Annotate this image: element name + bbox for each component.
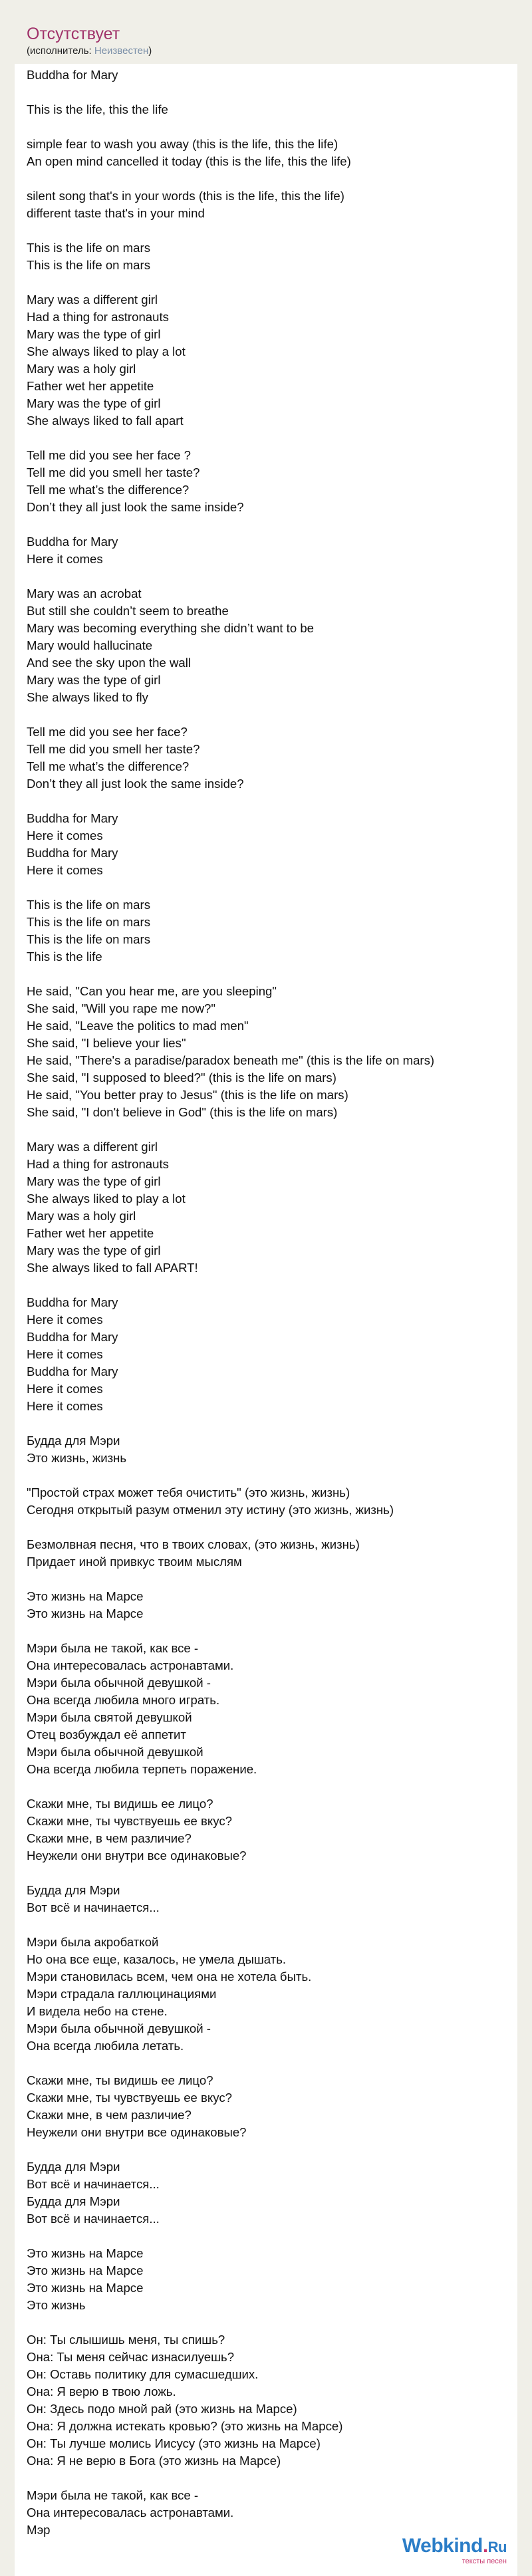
lyrics-panel: [15, 64, 517, 2576]
artist-prefix: (исполнитель:: [27, 45, 94, 57]
artist-link[interactable]: Неизвестен: [94, 45, 149, 57]
artist-suffix: ): [148, 45, 152, 57]
artist-line: [27, 45, 152, 57]
logo-tagline: тексты песен: [462, 2557, 507, 2565]
lyrics-text: Buddha for Mary This is the life, this the life simple fear to wash you away (this is the life, this the life) An open mind cancelled it today (this is the life, this the life) silent song that's in your words (this is the life, this the life) different taste that's in your mind This is the life on mars This is the life on mars Mary was a different girl Had a thing for astronauts Mary was the type of girl She always liked to play a lot Mary was a holy girl Father wet her appetite Mary was the type of girl She always liked to fall apart Tell me did you see her face ? Tell me did you smell her taste? Tell me what’s the difference? Don’t they all just look the same inside? Buddha for Mary Here it comes Mary was an acrobat But still she couldn’t seem to breathe Mary was becoming everything she didn’t want to be Mary would hallucinate And see the sky upon the wall Mary was the type of girl She always liked to fly Tell me did you see her face? Tell me did you smell her taste? Tell me what’s the difference? Don’t they all just look the same inside? Buddha for Mary Here it comes Buddha for Mary Here it comes This is the life on mars This is the life on mars This is the life on mars This is the life He said, "Can you hear me, are you sleeping" She said, "Will you rape me now?" He said, "Leave the politics to mad men" She said, "I believe your lies" He said, "There's a paradise/paradox beneath me" (this is the life on mars) She said, "I supposed to bleed?" (this is the life on mars) He said, "You better pray to Jesus" (this is the life on mars) She said, "I don't believe in God" (this is the life on mars) Mary was a different girl Had a thing for astronauts Mary was the type of girl She always liked to play a lot Mary was a holy girl Father wet her appetite Mary was the type of girl She always liked to fall APART! Buddha for Mary Here it comes Buddha for Mary Here it comes Buddha for Mary Here it comes Here it comes Будда для Мэри Это жизнь, жизнь "Простой страх может тебя очистить" (это жизнь, жизнь) Сегодня открытый разум отменил эту истину (это жизнь, жизнь) Безмолвная песня, что в твоих словах, (это жизнь, жизнь) Придает иной привкус твоим мыслям Это жизнь на Марсе Это жизнь на Марсе Мэри была не такой, как все - Она интересовалась астронавтами. Мэри была обычной девушкой - Она всегда любила много играть. Мэри была святой девушкой Отец возбуждал её аппетит Мэри была обычной девушкой Она всегда любила терпеть поражение. Скажи мне, ты видишь ее лицо? Скажи мне, ты чувствуешь ее вкус? Скажи мне, в чем различие? Неужели они внутри все одинаковые? Будда для Мэри Вот всё и начинается... Мэри была акробаткой Но она все еще, казалось, не умела дышать. Мэри становилась всем, чем она не хотела быть. Мэри страдала галлюцинациями И видела небо на стене. Мэри была обычной девушкой - Она всегда любила летать. Скажи мне, ты видишь ее лицо? Скажи мне, ты чувствуешь ее вкус? Скажи мне, в чем различие? Неужели они внутри все одинаковые? Будда для Мэри Вот всё и начинается... Будда для Мэри Вот всё и начинается... Это жизнь на Марсе Это жизнь на Марсе Это жизнь на Марсе Это жизнь Он: Ты слышишь меня, ты спишь? Она: Ты меня сейчас изнасилуешь? Он: Оставь политику для сумасшедших. Она: Я верю в твою ложь. Он: Здесь подо мной рай (это жизнь на Марсе) Она: Я должна истекать кровью? (это жизнь на Марсе) Он: Ты лучше молись Иисусу (это жизнь на Марсе) Она: Я не верю в Бога (это жизнь на Марсе) Мэри была не такой, как все - Она интересовалась астронавтами. Мэр: [27, 68, 435, 2537]
logo-wordmark: [402, 2536, 507, 2557]
song-title: Отсутствует: [27, 25, 120, 43]
logo-dot: .: [482, 2535, 488, 2557]
page-header: [0, 0, 532, 65]
webkind-logo[interactable]: [400, 2535, 509, 2567]
logo-brand: Webkind: [402, 2535, 483, 2557]
logo-tld: Ru: [487, 2539, 507, 2555]
